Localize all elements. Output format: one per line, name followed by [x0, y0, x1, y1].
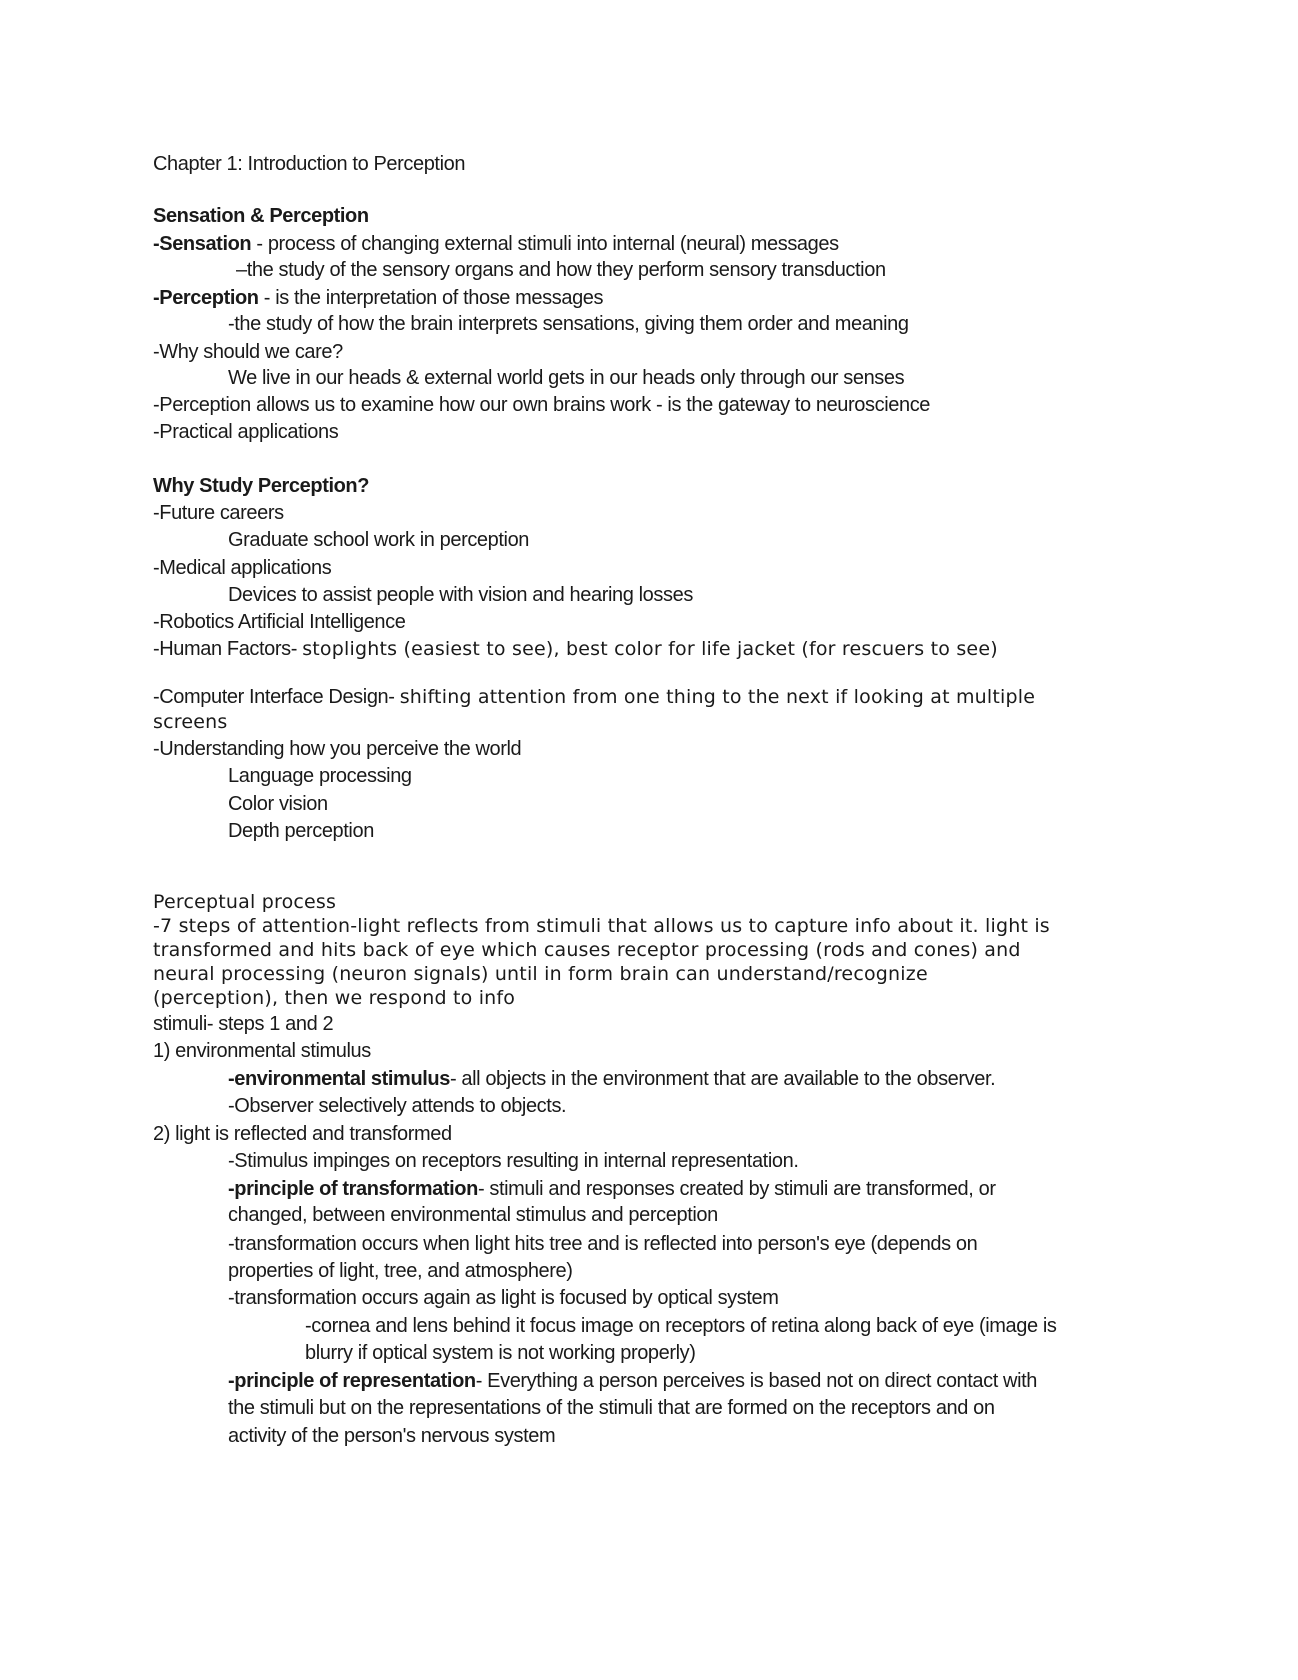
line-live-in-heads: We live in our heads & external world gets in our heads only through our senses	[228, 367, 905, 389]
line-seven-steps: -7 steps of attention-light reflects from stimuli that allows us to capture info about it. light is	[153, 915, 1050, 937]
line-perception-sub: -the study of how the brain interprets sensations, giving them order and meaning	[228, 313, 909, 335]
line-graduate-school: Graduate school work in perception	[228, 529, 530, 551]
line-respond: (perception), then we respond to info	[153, 987, 516, 1009]
line-language-processing: Language processing	[228, 765, 412, 787]
line-sensation: -Sensation - process of changing external stimuli into internal (neural) messages	[153, 233, 839, 255]
line-transformation-again: -transformation occurs again as light is focused by optical system	[228, 1287, 779, 1309]
line-medical-applications: -Medical applications	[153, 557, 332, 579]
line-properties: properties of light, tree, and atmosphere)	[228, 1260, 573, 1282]
line-human-factors: -Human Factors- stoplights (easiest to see), best color for life jacket (for rescuers to see)	[153, 638, 998, 660]
line-neural-processing: neural processing (neuron signals) until in form brain can understand/recognize	[153, 963, 928, 985]
line-understanding: -Understanding how you perceive the world	[153, 738, 522, 760]
line-practical-applications: -Practical applications	[153, 421, 339, 443]
line-transformation-tree: -transformation occurs when light hits tree and is reflected into person's eye (depends on	[228, 1233, 978, 1255]
line-color-vision: Color vision	[228, 793, 328, 815]
line-observer: -Observer selectively attends to objects.	[228, 1095, 567, 1117]
line-changed-between: changed, between environmental stimulus and perception	[228, 1204, 718, 1226]
line-sensation-sub: –the study of the sensory organs and how they perform sensory transduction	[236, 259, 886, 281]
line-why-care: -Why should we care?	[153, 341, 343, 363]
line-screens: screens	[153, 711, 228, 733]
line-perception: -Perception - is the interpretation of those messages	[153, 287, 604, 309]
line-stimulus-impinges: -Stimulus impinges on receptors resulting in internal representation.	[228, 1150, 799, 1172]
line-perception-allows: -Perception allows us to examine how our own brains work - is the gateway to neuroscience	[153, 394, 931, 416]
line-computer-interface: -Computer Interface Design- shifting attention from one thing to the next if looking at multiple	[153, 686, 1036, 708]
line-step-2: 2) light is reflected and transformed	[153, 1123, 452, 1145]
line-cornea-lens: -cornea and lens behind it focus image on receptors of retina along back of eye (image is	[305, 1315, 1057, 1337]
line-stimuli-representations: the stimuli but on the representations of the stimuli that are formed on the receptors and on	[228, 1397, 995, 1419]
line-devices: Devices to assist people with vision and hearing losses	[228, 584, 693, 606]
line-blurry: blurry if optical system is not working properly)	[305, 1342, 696, 1364]
heading-sensation-perception: Sensation & Perception	[153, 205, 369, 227]
line-step-1: 1) environmental stimulus	[153, 1040, 371, 1062]
line-transformed: transformed and hits back of eye which causes receptor processing (rods and cones) and	[153, 939, 1021, 961]
line-stimuli-steps: stimuli- steps 1 and 2	[153, 1013, 334, 1035]
heading-perceptual-process: Perceptual process	[153, 891, 337, 913]
line-future-careers: -Future careers	[153, 502, 284, 524]
line-principle-representation: -principle of representation- Everything a person perceives is based not on direct contact with	[228, 1370, 1038, 1392]
line-principle-transformation: -principle of transformation- stimuli and responses created by stimuli are transformed, or	[228, 1178, 996, 1200]
line-depth-perception: Depth perception	[228, 820, 374, 842]
heading-why-study: Why Study Perception?	[153, 475, 370, 497]
chapter-title: Chapter 1: Introduction to Perception	[153, 153, 466, 175]
line-robotics: -Robotics Artificial Intelligence	[153, 611, 406, 633]
line-environmental-stimulus-def: -environmental stimulus- all objects in the environment that are available to the observer.	[228, 1068, 996, 1090]
line-nervous-system: activity of the person's nervous system	[228, 1425, 556, 1447]
